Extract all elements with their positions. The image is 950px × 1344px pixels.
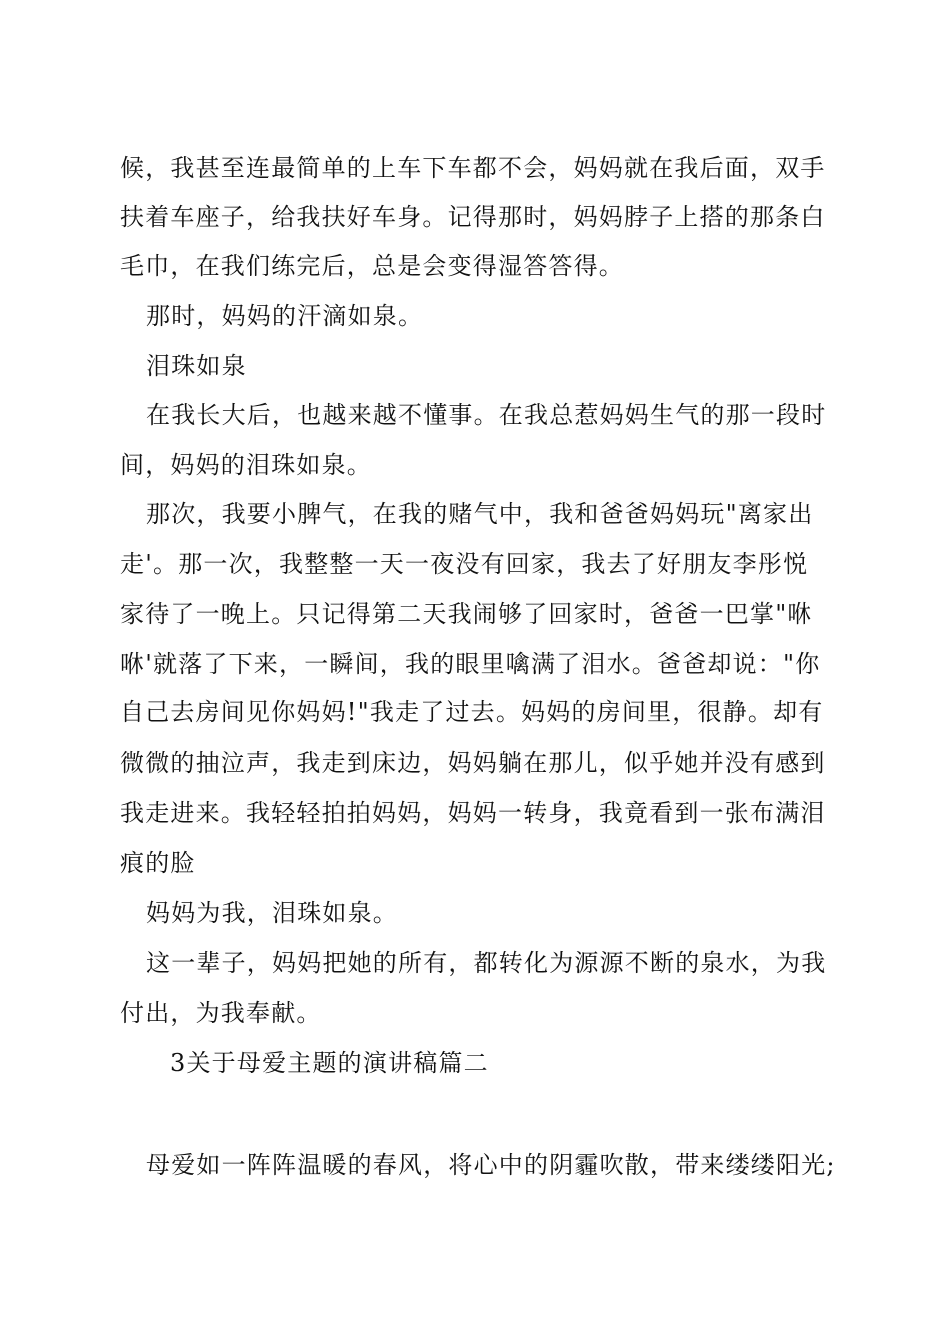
text-line: 自己去房间见你妈妈!"我走了过去。妈妈的房间里，很静。却有 [120, 698, 824, 726]
text-line: 扶着车座子，给我扶好车身。记得那时，妈妈脖子上搭的那条白 [120, 203, 826, 231]
text-line: 这一辈子，妈妈把她的所有，都转化为源源不断的泉水，为我 [146, 949, 827, 977]
text-line: 咻'就落了下来，一瞬间，我的眼里噙满了泪水。爸爸却说："你 [120, 650, 821, 678]
section-subtitle: 泪珠如泉 [146, 352, 247, 380]
text-line: 微微的抽泣声，我走到床边，妈妈躺在那儿，似乎她并没有感到 [120, 749, 826, 777]
text-line: 痕的脸 [120, 849, 196, 877]
section-heading: 3关于母爱主题的演讲稿篇二 [170, 1049, 489, 1077]
text-line: 间，妈妈的泪珠如泉。 [120, 451, 372, 479]
text-line: 在我长大后，也越来越不懂事。在我总惹妈妈生气的那一段时 [146, 401, 827, 429]
text-line: 母爱如一阵阵温暖的春风，将心中的阴霾吹散，带来缕缕阳光; [146, 1151, 836, 1179]
text-line: 付出，为我奉献。 [120, 999, 322, 1027]
text-line: 走'。那一次，我整整一天一夜没有回家，我去了好朋友李彤悦 [120, 550, 809, 578]
text-line: 妈妈为我，泪珠如泉。 [146, 899, 398, 927]
text-line: 那次，我要小脾气，在我的赌气中，我和爸爸妈妈玩"离家出 [146, 500, 814, 528]
text-line: 家待了一晚上。只记得第二天我闹够了回家时，爸爸一巴掌"咻 [120, 600, 813, 628]
text-line: 毛巾，在我们练完后，总是会变得湿答答得。 [120, 252, 624, 280]
text-line: 那时，妈妈的汗滴如泉。 [146, 302, 424, 330]
text-line: 候，我甚至连最简单的上车下车都不会，妈妈就在我后面，双手 [120, 154, 826, 182]
text-line: 我走进来。我轻轻拍拍妈妈，妈妈一转身，我竟看到一张布满泪 [120, 799, 826, 827]
